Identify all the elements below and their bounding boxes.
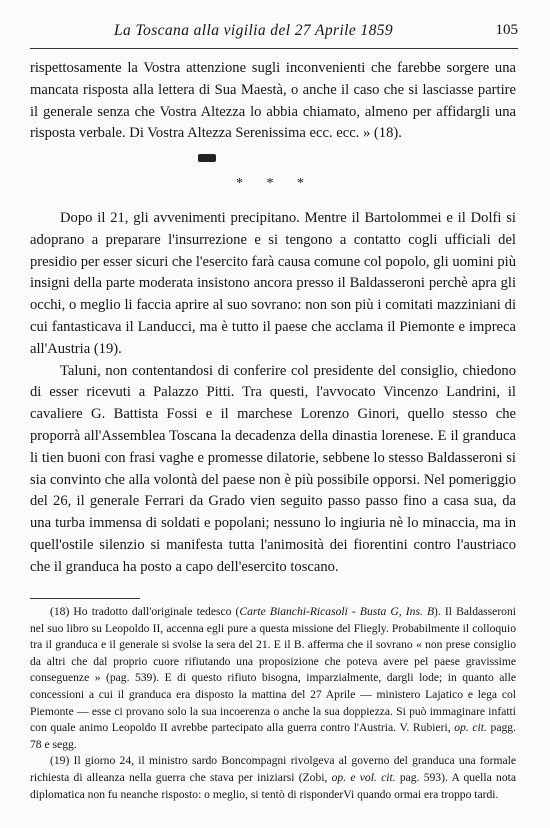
footnote-citation: op. cit. bbox=[454, 721, 487, 735]
footnote-text: pagg. 78 e segg. bbox=[30, 721, 516, 751]
running-title: La Toscana alla vigilia del 27 Aprile 1859 bbox=[114, 22, 394, 39]
page-header bbox=[30, 22, 518, 42]
footnote-text: (18) Ho tradotto dall'originale tedesco ( bbox=[50, 605, 240, 618]
footnote-citation: op. e vol. cit. bbox=[331, 770, 396, 784]
footnote-rule bbox=[30, 598, 140, 599]
continued-paragraph bbox=[30, 58, 516, 145]
footnote-18 bbox=[30, 604, 516, 753]
footnote-text: ). Il Baldasseroni nel suo libro su Leopoldo II, accenna egli pure a questa missione del Fliegly. Probabilmente il colloquio tra il granduca e il generale si svolse la sera del 21. E il B. afferma che il sovrano « non prese consiglio da altri che dal proprio cuore rifiutando una proposizione che poteva avere pel paese gravissime conseguenze » (pag. 539). E di questo rifiuto bisogna, imparzialmente, dargli lode; in quanto alle concessioni a cui il granduca era disposto la mattina del 27 Aprile — ministero Lajatico e lega col Piemonte — esse ci provano solo la sua incoerenza o anche la sua doppiezza. Si può immaginare infatti con quale animo Leopoldo II avrebbe partecipato alla guerra contro l'Austria. V. Rubieri, bbox=[30, 605, 516, 735]
footnote-text: pag. 593). A quella nota diplomatica non fu neanche risposto: o meglio, si tentò di risponderVi quando ormai era troppo tardi. bbox=[30, 770, 516, 801]
footnote-text: (19) Il giorno 24, il ministro sardo Boncompagni rivolgeva al governo del granduca una formale richiesta di alleanza nella guerra che stava per iniziarsi (Zobi, bbox=[30, 754, 516, 784]
paragraph-continuation: rispettosamente la Vostra attenzione sugli inconvenienti che farebbe sorgere una mancata risposta alla lettera di Sua Maestà, o anche il caso che si lasciasse partire il generale senza che Vostra Altezza lo abbia chiamato, almeno per affidargli una risposta verbale. Di Vostra Altezza Serenissima ecc. ecc. » (18). bbox=[30, 60, 516, 142]
section-separator: * * * bbox=[236, 176, 314, 191]
header-rule bbox=[30, 48, 518, 49]
main-text bbox=[30, 208, 516, 579]
footnote-citation: Carte Bianchi-Ricasoli - Busta G, Ins. B bbox=[239, 605, 435, 618]
footnote-19 bbox=[30, 753, 516, 803]
page-number: 105 bbox=[495, 22, 518, 38]
paragraph: Taluni, non contentandosi di conferire col presidente del consiglio, chiedono di esser ricevuti a Palazzo Pitti. Tra questi, l'avvocato Vincenzo Landrini, il cavaliere G. Battista Fossi e il marchese Lorenzo Ginori, quello stesso che proporrà all'Assemblea Toscana la decadenza della dinastia lorenese. E il granduca li tien buoni con frasi vaghe e promesse dilatorie, sebbene lo stesso Baldasseroni si sia convinto che alla volontà del paese non è più possibile opporsi. Nel pomeriggio del 26, il generale Ferrari da Grado vien seguito passo passo fino a casa sua, da una turba immensa di soldati e popolani; nessuno lo ingiuria nè lo minaccia, ma in quell'ostile silenzio si manifesta tutta l'animosità dei fiorentini contro l'austriaco che il granduca ha posto a capo dell'esercito toscano. bbox=[30, 362, 516, 575]
paragraph: Dopo il 21, gli avvenimenti precipitano. Mentre il Bartolommei e il Dolfi si adoprano a preparare l'insurrezione e si tengono a contatto cogli ufficiali del presidio per esser sicuri che l'esercito farà causa comune col popolo, gli uomini più insigni della parte moderata insistono ancora presso il Baldasseroni perchè apra gli occhi, o meglio li faccia aprire al suo sovrano: non son più i comitati mazziniani di cui fantasticava il Landucci, ma è tutto il paese che acclama il Piemonte e impreca all'Austria (19). bbox=[30, 210, 516, 357]
ink-smudge bbox=[198, 154, 216, 162]
footnotes bbox=[30, 604, 516, 803]
